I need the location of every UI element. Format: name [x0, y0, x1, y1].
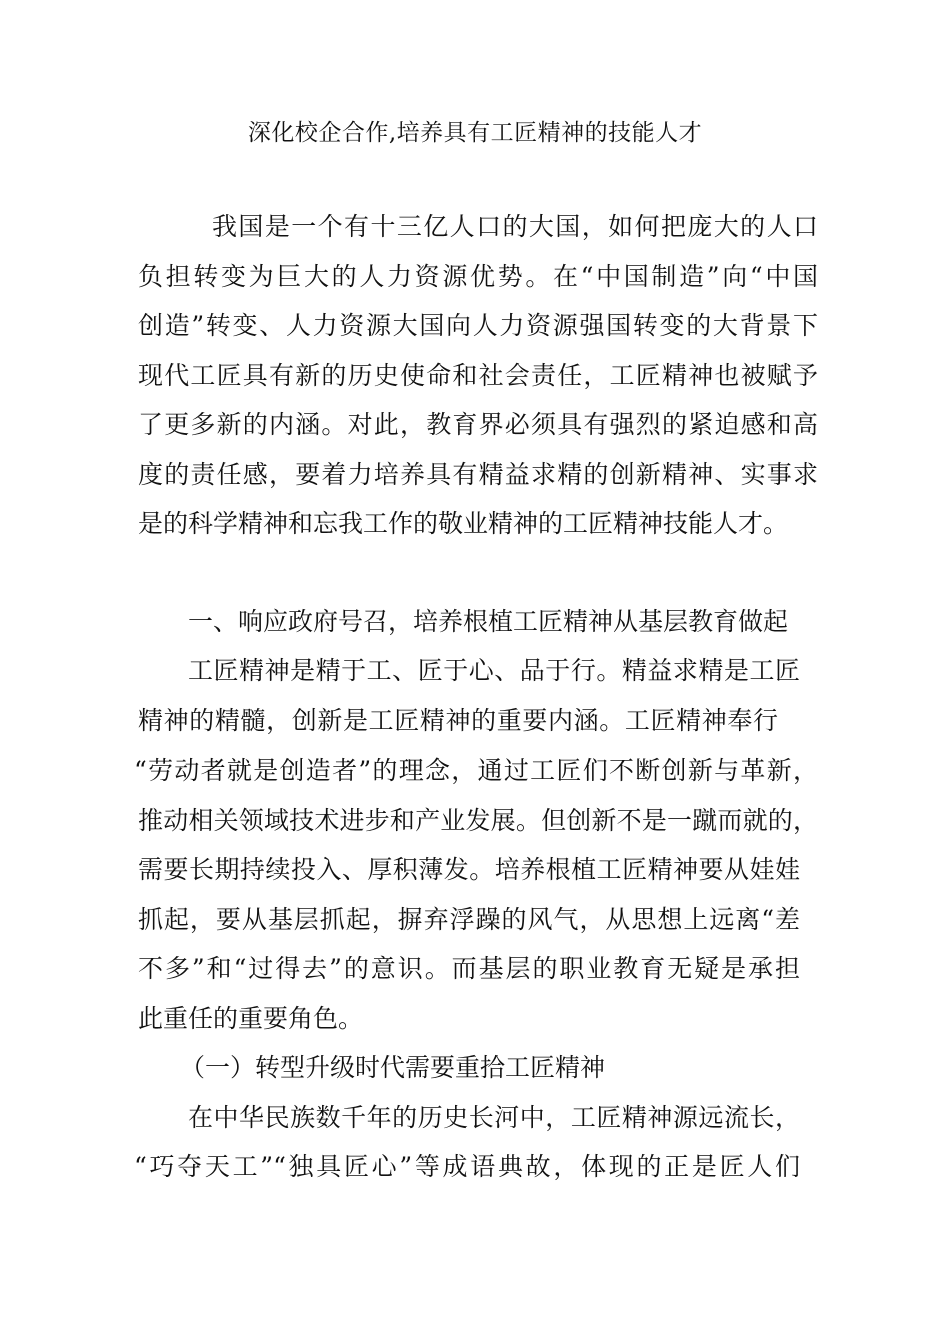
- document-title: 深化校企合作,培养具有工匠精神的技能人才: [247, 120, 703, 146]
- paragraph-line: 在中华民族数千年的历史长河中，工匠精神源远流长，: [188, 1103, 800, 1132]
- paragraph-line: 负担转变为巨大的人力资源优势。在“中国制造”向“中国: [138, 262, 818, 291]
- paragraph-line: 了更多新的内涵。对此，教育界必须具有强烈的紧迫感和高: [138, 410, 818, 439]
- paragraph-line: 创造”转变、人力资源大国向人力资源强国转变的大背景下: [138, 311, 818, 340]
- paragraph-line: “巧夺天工”“独具匠心”等成语典故，体现的正是匠人们: [134, 1152, 800, 1181]
- paragraph-line: “劳动者就是创造者”的理念，通过工匠们不断创新与革新，: [134, 756, 818, 785]
- subsection-heading: （一）转型升级时代需要重拾工匠精神: [180, 1053, 606, 1082]
- paragraph-line: 不多”和“过得去”的意识。而基层的职业教育无疑是承担: [138, 954, 800, 983]
- section-heading: 一、响应政府号召，培养根植工匠精神从基层教育做起: [188, 607, 789, 636]
- paragraph-line: 推动相关领域技术进步和产业发展。但创新不是一蹴而就的，: [138, 806, 818, 835]
- paragraph-line: 度的责任感，要着力培养具有精益求精的创新精神、实事求: [138, 460, 818, 489]
- paragraph-line: 需要长期持续投入、厚积薄发。培养根植工匠精神要从娃娃: [138, 855, 800, 884]
- paragraph-line: 工匠精神是精于工、匠于心、品于行。精益求精是工匠: [188, 656, 800, 685]
- paragraph-line: 此重任的重要角色。: [138, 1004, 364, 1033]
- paragraph-line: 我国是一个有十三亿人口的大国，如何把庞大的人口: [212, 212, 818, 241]
- paragraph-line: 现代工匠具有新的历史使命和社会责任，工匠精神也被赋予: [138, 361, 818, 390]
- paragraph-line: 抓起，要从基层抓起，摒弃浮躁的风气，从思想上远离“差: [138, 905, 800, 934]
- paragraph-line: 精神的精髓，创新是工匠精神的重要内涵。工匠精神奉行: [138, 706, 778, 735]
- paragraph-line: 是的科学精神和忘我工作的敬业精神的工匠精神技能人才。: [138, 509, 789, 538]
